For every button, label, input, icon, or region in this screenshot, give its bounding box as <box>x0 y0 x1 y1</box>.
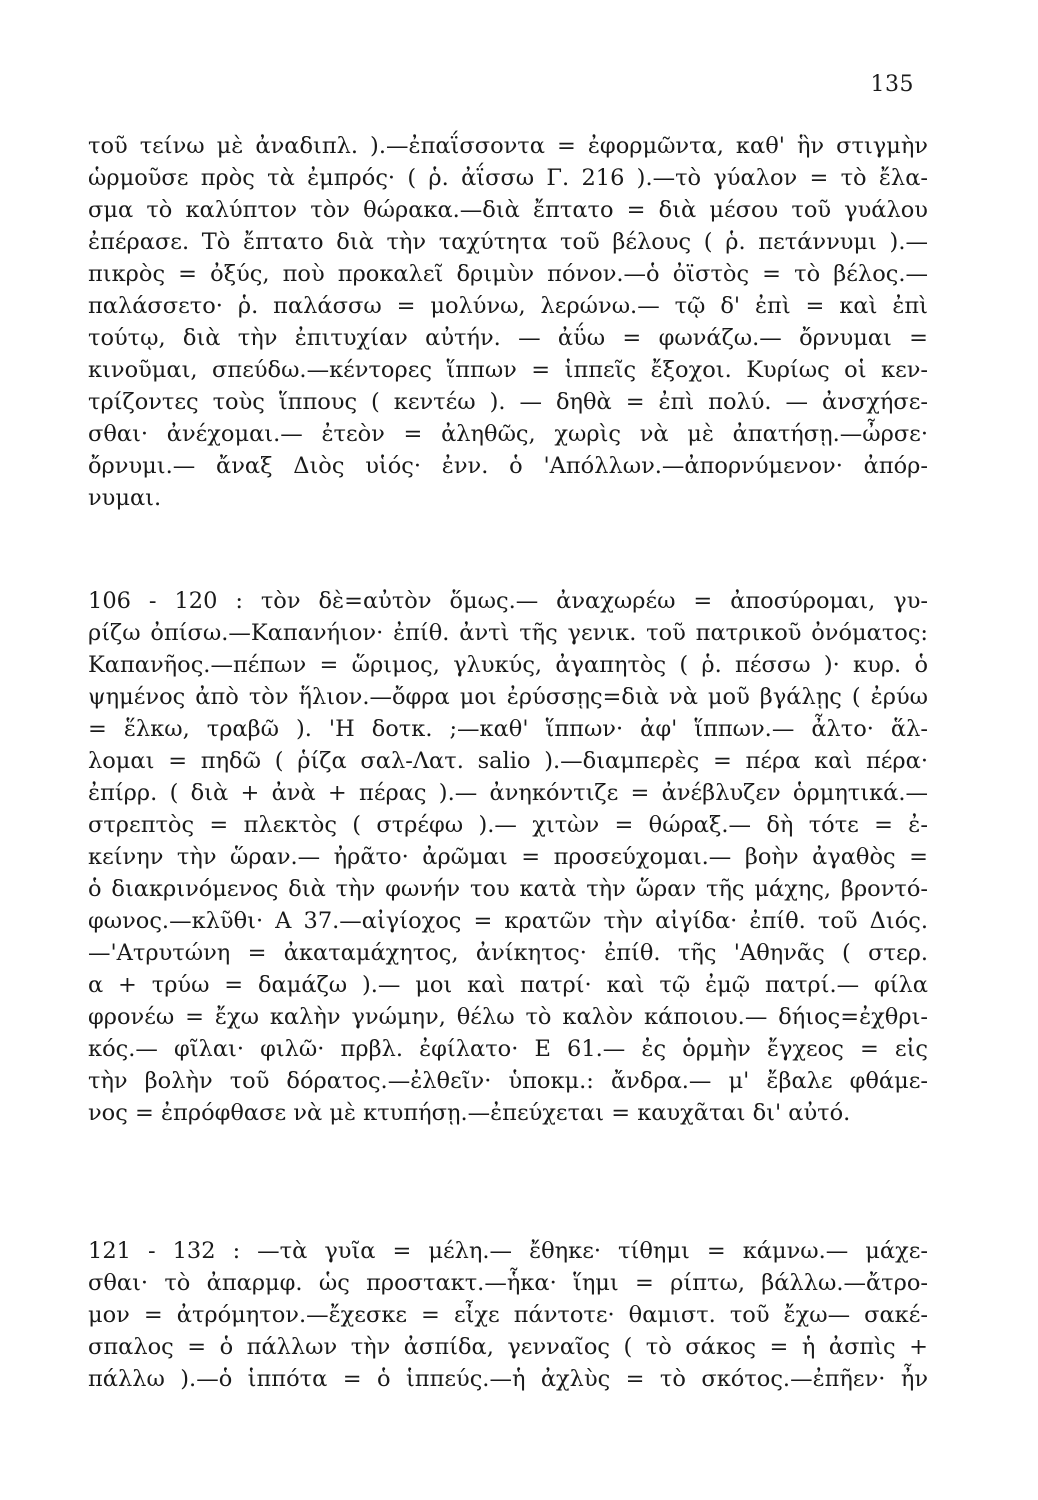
text-line: = ἕλκω, τραβῶ ). 'Η δοτκ. ;—καθ' ἵππων· ἀφ' ἵππων.— ἆλτο· ἅλ- <box>88 716 928 742</box>
commentary-paragraph-1 <box>88 130 928 514</box>
text-line: κινοῦμαι, σπεύδω.—κέντορες ἵππων = ἱππεῖς ἔξοχοι. Κυρίως οἱ κεν- <box>88 357 928 383</box>
commentary-paragraph-2 <box>88 585 928 1129</box>
text-line: ὄρνυμι.— ἄναξ Διὸς υἱός· ἐνν. ὁ 'Απόλλων.—ἀπορνύμενον· ἀπόρ- <box>88 453 928 479</box>
text-line: σθαι· ἀνέχομαι.— ἐτεὸν = ἀληθῶς, χωρὶς νὰ μὲ ἀπατήσῃ.—ὦρσε· <box>88 421 928 447</box>
text-line: —'Ατρυτώνη = ἀκαταμάχητος, ἀνίκητος· ἐπίθ. τῆς 'Αθηνᾶς ( στερ. <box>88 940 928 966</box>
text-line: ψημένος ἀπὸ τὸν ἥλιον.—ὄφρα μοι ἐρύσσῃς=διὰ νὰ μοῦ βγάλῃς ( ἐρύω <box>88 684 928 710</box>
text-line: μον = ἀτρόμητον.—ἔχεσκε = εἶχε πάντοτε· θαμιστ. τοῦ ἔχω— σακέ- <box>88 1302 928 1328</box>
commentary-paragraph-3 <box>88 1235 928 1395</box>
text-line: φρονέω = ἔχω καλὴν γνώμην, θέλω τὸ καλὸν κάποιου.— δήιος=ἐχθρι- <box>88 1004 928 1030</box>
text-line: ὡρμοῦσε πρὸς τὰ ἐμπρός· ( ῥ. ἀΐσσω Γ. 216 ).—τὸ γύαλον = τὸ ἔλα- <box>88 165 928 191</box>
text-line: τὴν βολὴν τοῦ δόρατος.—ἐλθεῖν· ὑποκμ.: ἄνδρα.— μ' ἔβαλε φθάμε- <box>88 1068 928 1094</box>
page-number: 135 <box>870 72 914 97</box>
text-line: νος = ἐπρόφθασε νὰ μὲ κτυπήσῃ.—ἐπεύχεται = καυχᾶται δι' αὐτό. <box>88 1100 851 1126</box>
text-line: πάλλω ).—ὁ ἱππότα = ὁ ἱππεύς.—ἡ ἀχλὺς = τὸ σκότος.—ἐπῆεν· ἦν <box>88 1366 928 1392</box>
text-line: ὁ διακρινόμενος διὰ τὴν φωνήν του κατὰ τὴν ὥραν τῆς μάχης, βροντό- <box>88 876 928 902</box>
text-line: 106 - 120 : τὸν δὲ=αὐτὸν ὅμως.— ἀναχωρέω = ἀποσύρομαι, γυ- <box>88 588 928 614</box>
text-line: ρίζω ὀπίσω.—Καπανήιον· ἐπίθ. ἀντὶ τῆς γενικ. τοῦ πατρικοῦ ὀνόματος: <box>88 620 928 646</box>
text-line: τρίζοντες τοὺς ἵππους ( κεντέω ). — δηθὰ = ἐπὶ πολύ. — ἀνσχήσε- <box>88 389 928 415</box>
text-line: 121 - 132 : —τὰ γυῖα = μέλη.— ἔθηκε· τίθημι = κάμνω.— μάχε- <box>88 1238 928 1264</box>
text-line: κείνην τὴν ὥραν.— ἠρᾶτο· ἀρῶμαι = προσεύχομαι.— βοὴν ἀγαθὸς = <box>88 844 928 870</box>
text-line: στρεπτὸς = πλεκτὸς ( στρέφω ).— χιτὼν = θώραξ.— δὴ τότε = ἐ- <box>88 812 928 838</box>
text-line: πικρὸς = ὀξύς, ποὺ προκαλεῖ δριμὺν πόνον.—ὁ ὀϊστὸς = τὸ βέλος.— <box>88 261 928 287</box>
text-line: ἐπίρρ. ( διὰ + ἀνὰ + πέρας ).— ἀνηκόντιζε = ἀνέβλυζεν ὁρμητικά.— <box>88 780 928 806</box>
text-line: σθαι· τὸ ἀπαρμφ. ὡς προστακτ.—ἧκα· ἵημι = ρίπτω, βάλλω.—ἄτρο- <box>88 1270 928 1296</box>
text-line: σμα τὸ καλύπτον τὸν θώρακα.—διὰ ἔπτατο = διὰ μέσου τοῦ γυάλου <box>88 197 928 223</box>
text-line: α + τρύω = δαμάζω ).— μοι καὶ πατρί· καὶ τῷ ἐμῷ πατρί.— φίλα <box>88 972 928 998</box>
text-line: τοῦ τείνω μὲ ἀναδιπλ. ).—ἐπαΐσσοντα = ἐφορμῶντα, καθ' ἣν στιγμὴν <box>88 133 928 159</box>
text-line: φωνος.—κλῦθι· Α 37.—αἰγίοχος = κρατῶν τὴν αἰγίδα· ἐπίθ. τοῦ Διός. <box>88 908 928 934</box>
text-line: Καπανῆος.—πέπων = ὥριμος, γλυκύς, ἀγαπητὸς ( ῥ. πέσσω )· κυρ. ὁ <box>88 652 928 678</box>
text-line: λομαι = πηδῶ ( ῥίζα σαλ-Λατ. salio ).—διαμπερὲς = πέρα καὶ πέρα· <box>88 748 928 774</box>
text-line: τούτῳ, διὰ τὴν ἐπιτυχίαν αὐτήν. — ἀΰω = φωνάζω.— ὄρνυμαι = <box>88 325 928 351</box>
text-line: σπαλος = ὁ πάλλων τὴν ἀσπίδα, γενναῖος ( τὸ σάκος = ἡ ἀσπὶς + <box>88 1334 928 1360</box>
text-line: νυμαι. <box>88 485 162 511</box>
text-line: κός.— φῖλαι· φιλῶ· πρβλ. ἐφίλατο· Ε 61.— ἐς ὁρμὴν ἔγχεος = εἰς <box>88 1036 928 1062</box>
text-line: παλάσσετο· ῥ. παλάσσω = μολύνω, λερώνω.— τῷ δ' ἐπὶ = καὶ ἐπὶ <box>88 293 928 319</box>
text-line: ἐπέρασε. Τὸ ἔπτατο διὰ τὴν ταχύτητα τοῦ βέλους ( ῥ. πετάννυμι ).— <box>88 229 928 255</box>
